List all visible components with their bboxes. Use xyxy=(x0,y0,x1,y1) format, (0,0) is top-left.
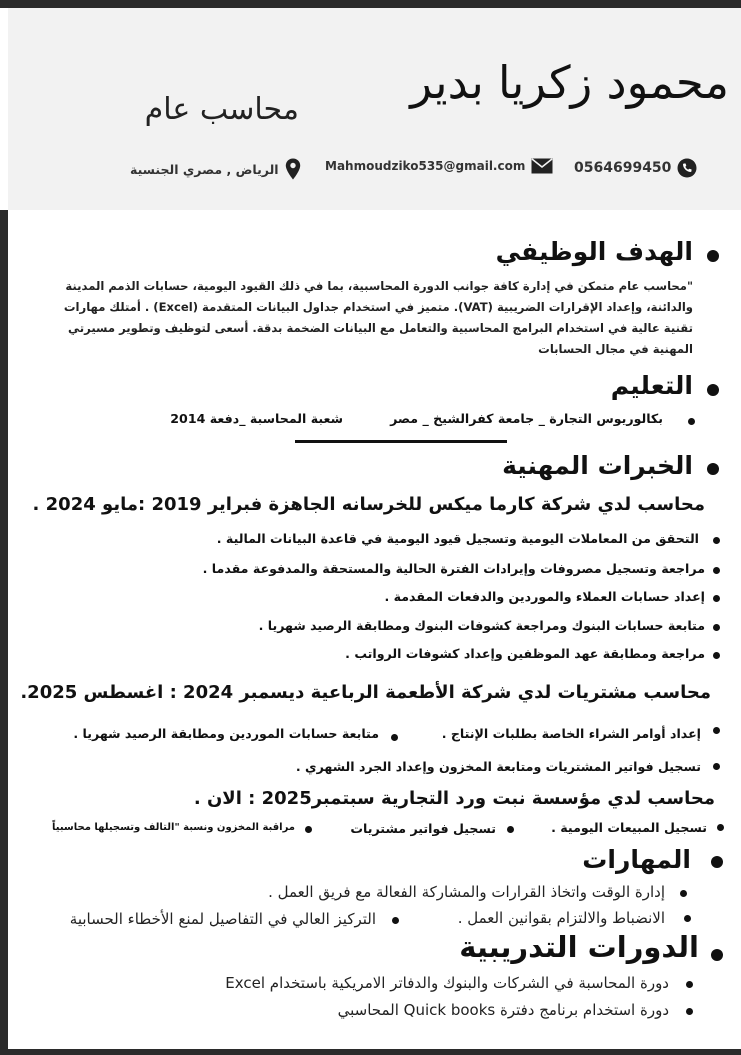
job-role: محاسب عام xyxy=(144,92,299,127)
location-contact xyxy=(130,158,301,180)
list-bullet xyxy=(713,567,720,574)
frame-top xyxy=(0,0,741,8)
courses-title: الدورات التدريبية xyxy=(459,930,699,964)
job-task: تسجيل المبيعات اليومية . xyxy=(551,820,707,835)
section-bullet xyxy=(707,384,719,396)
job-task: تسجيل فواتير مشتريات xyxy=(350,821,496,836)
skill-item: التركيز العالي في التفاصيل لمنع الأخطاء الحسابية xyxy=(69,910,376,928)
list-bullet xyxy=(713,727,720,734)
list-bullet xyxy=(688,418,695,425)
list-bullet xyxy=(686,981,693,988)
list-bullet xyxy=(713,537,720,544)
email-contact xyxy=(325,158,553,174)
job-task: مراجعة وتسجيل مصروفات وإيرادات الفترة الحالية والمستحقة والمدفوعة مقدما . xyxy=(202,561,705,576)
course-item: دورة المحاسبة في الشركات والبنوك والدفاتر الامريكية باستخدام Excel xyxy=(225,974,669,992)
list-bullet xyxy=(713,652,720,659)
frame-left xyxy=(0,210,8,1055)
skills-title: المهارات xyxy=(582,845,691,874)
phone-number: 0564699450 xyxy=(574,160,672,176)
education-track: شعبة المحاسبة _دفعة 2014 xyxy=(170,411,343,426)
education-degree: بكالوريوس التجارة _ جامعة كفرالشيخ _ مصر xyxy=(390,411,663,426)
job-task: التحقق من المعاملات اليومية وتسجيل قيود اليومية في قاعدة البيانات المالية . xyxy=(216,531,699,546)
list-bullet xyxy=(305,826,312,833)
education-title: التعليم xyxy=(610,371,693,400)
location-text: الرياض , مصري الجنسية xyxy=(130,161,279,177)
phone-icon xyxy=(677,158,697,178)
job-title: محاسب لدي مؤسسة نبت ورد التجارية سبتمبر2025 : الان . xyxy=(193,788,715,809)
job-title: محاسب لدي شركة كارما ميكس للخرسانه الجاهزة فبراير 2019 :مايو 2024 . xyxy=(32,494,705,515)
list-bullet xyxy=(680,890,687,897)
divider-line xyxy=(295,440,507,443)
list-bullet xyxy=(391,734,398,741)
section-bullet xyxy=(711,856,723,868)
objective-text: "محاسب عام متمكن في إدارة كافة جوانب الدورة المحاسبية، بما في ذلك القيود اليومية، حسابات الذمم المدينة والدائنة، وإعداد الإقرارات الضريبية (VAT). متميز في استخدام جداول البيانات المتقدمة (Excel) . أمتلك مهارات تقنية عالية في استخدام البرامج المحاسبية والتعامل مع البيانات الضخمة بدقة. أسعى لتوظيف وتطوير مسيرتي المهنية في مجال الحسابات xyxy=(63,279,693,356)
list-bullet xyxy=(713,763,720,770)
experience-title: الخبرات المهنية xyxy=(502,451,693,480)
job-task: مراجعة ومطابقة عهد الموظفين وإعداد كشوفات الرواتب . xyxy=(345,646,705,661)
job-task: إعداد حسابات العملاء والموردين والدفعات المقدمة . xyxy=(384,589,705,604)
section-bullet xyxy=(711,949,723,961)
skill-item: الانضباط والالتزام بقوانين العمل . xyxy=(457,909,665,927)
frame-bottom xyxy=(0,1049,741,1055)
header-band xyxy=(8,8,741,210)
full-name: محمود زكريا بدير xyxy=(410,56,729,109)
list-bullet xyxy=(507,826,514,833)
list-bullet xyxy=(717,824,724,831)
list-bullet xyxy=(686,1008,693,1015)
job-task: تسجيل فواتير المشتريات ومتابعة المخزون وإعداد الجرد الشهري . xyxy=(295,759,701,774)
section-bullet xyxy=(707,463,719,475)
job-task: متابعة حسابات الموردين ومطابقة الرصيد شهريا . xyxy=(73,726,379,741)
job-title: محاسب مشتريات لدي شركة الأطعمة الرباعية ديسمبر 2024 : اغسطس 2025. xyxy=(20,682,711,703)
objective-title: الهدف الوظيفي xyxy=(495,237,693,266)
email-address: Mahmoudziko535@gmail.com xyxy=(325,159,526,173)
list-bullet xyxy=(713,624,720,631)
skill-item: إدارة الوقت واتخاذ القرارات والمشاركة الفعالة مع فريق العمل . xyxy=(268,883,665,901)
job-task: إعداد أوامر الشراء الخاصة بطلبات الإنتاج . xyxy=(441,726,701,741)
job-task: متابعة حسابات البنوك ومراجعة كشوفات البنوك ومطابقة الرصيد شهريا . xyxy=(258,618,705,633)
envelope-icon xyxy=(531,158,553,174)
list-bullet xyxy=(713,595,720,602)
location-pin-icon xyxy=(285,158,301,180)
course-item: دورة استخدام برنامج دفترة Quick books المحاسبي xyxy=(337,1001,669,1019)
list-bullet xyxy=(392,917,399,924)
list-bullet xyxy=(684,915,691,922)
phone-contact xyxy=(574,158,697,178)
job-task: مراقبة المخزون ونسبة "التالف وتسجيلها محاسبياً xyxy=(52,822,295,833)
section-bullet xyxy=(707,250,719,262)
